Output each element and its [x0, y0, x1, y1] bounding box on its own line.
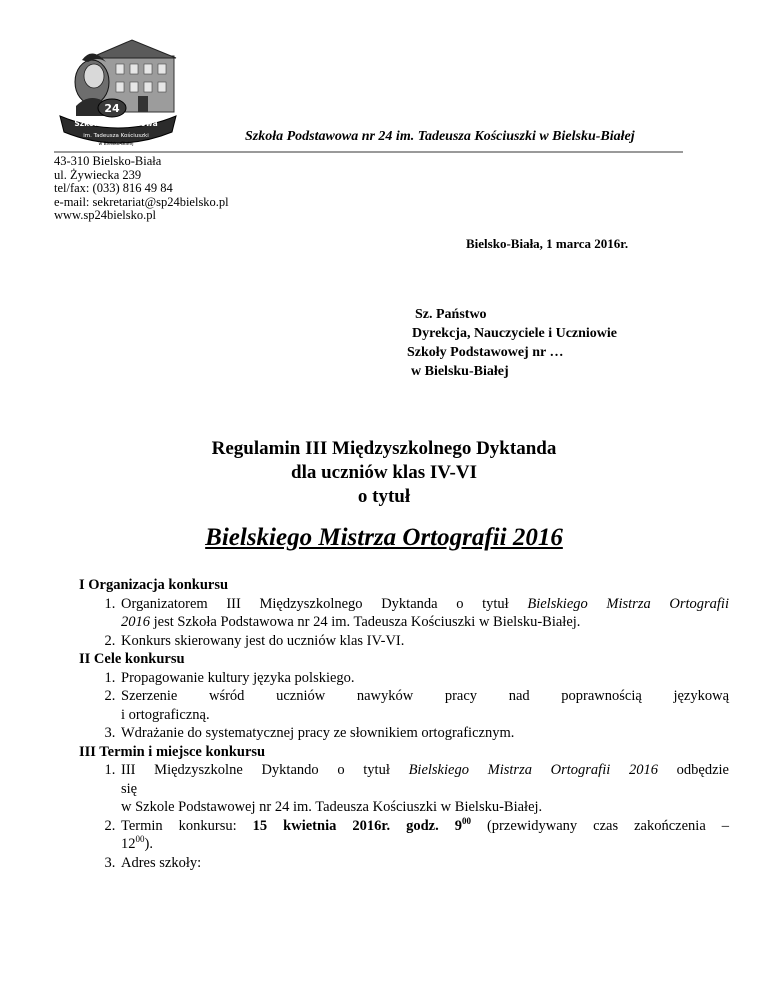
contact-email[interactable]: e-mail: sekretariat@sp24bielsko.pl	[54, 194, 229, 209]
recipient-line: w Bielsku-Białej	[411, 364, 509, 379]
title-line: o tytuł	[357, 486, 411, 507]
contact-block	[54, 155, 229, 223]
title-line: dla uczniów klas IV-VI	[291, 462, 477, 483]
header-divider	[54, 151, 683, 153]
list-item: 1. III Międzyszkolne Dyktando o tytuł Bielskiego Mistrza Ortografii 2016 odbędzie się w Szkole Podstawowej nr 24 im. Tadeusza Kościuszki w Bielsku-Białej.	[119, 761, 729, 817]
recipient-line: Sz. Państwo	[415, 307, 487, 322]
list-item: 2. Szerzenie wśród uczniów nawyków pracy nad poprawnością językową i ortograficzną.	[119, 687, 729, 724]
list-item: 2. Konkurs skierowany jest do uczniów klas IV-VI.	[119, 632, 729, 651]
document-subtitle: Bielskiego Mistrza Ortografii 2016	[205, 524, 563, 551]
svg-text:im. Tadeusza Kościuszki: im. Tadeusza Kościuszki	[83, 133, 149, 139]
school-header-title: Szkoła Podstawowa nr 24 im. Tadeusza Kościuszki w Bielsku-Białej	[245, 129, 635, 144]
section-list	[79, 595, 729, 651]
section-list	[79, 761, 729, 872]
svg-text:24: 24	[104, 102, 120, 115]
letter-date: Bielsko-Biała, 1 marca 2016r.	[466, 236, 629, 251]
section-heading: I Organizacja konkursu	[79, 577, 229, 593]
contact-phone: tel/fax: (033) 816 49 84	[54, 181, 173, 195]
school-logo	[54, 36, 182, 148]
section-heading: II Cele konkursu	[79, 651, 185, 667]
list-item: 3. Adres szkoły:	[119, 854, 729, 873]
recipient-line: Szkoły Podstawowej nr …	[407, 345, 564, 360]
list-item: 3. Wdrażanie do systematycznej pracy ze słownikiem ortograficznym.	[119, 724, 729, 743]
list-item: 1. Propagowanie kultury języka polskiego.	[119, 669, 729, 688]
contact-street: ul. Żywiecka 239	[54, 167, 142, 182]
recipient-block	[404, 305, 617, 381]
document-title	[0, 437, 768, 509]
list-item: 2. Termin konkursu: 15 kwietnia 2016r. godz. $9^{00}$ (przewidywany czas zakończenia – $12^{00}$).	[119, 817, 729, 854]
section-heading: III Termin i miejsce konkursu	[79, 743, 266, 760]
contact-address: 43-310 Bielsko-Biała	[54, 154, 162, 168]
svg-text:w Bielsku-Białej: w Bielsku-Białej	[98, 142, 134, 147]
svg-text:Szkoła Podstawowa: Szkoła Podstawowa	[74, 119, 158, 128]
section-list	[79, 669, 729, 743]
contact-website[interactable]: www.sp24bielsko.pl	[54, 208, 156, 222]
recipient-line: Dyrekcja, Nauczyciele i Uczniowie	[412, 326, 618, 341]
title-line: Regulamin III Międzyszkolnego Dyktanda	[211, 438, 557, 459]
regulations-body	[79, 576, 729, 872]
list-item: 1. Organizatorem III Międzyszkolnego Dyktanda o tytuł Bielskiego Mistrza Ortografii 2016 jest Szkoła Podstawowa nr 24 im. Tadeusza Kościuszki w Bielsku-Białej.	[119, 595, 729, 632]
